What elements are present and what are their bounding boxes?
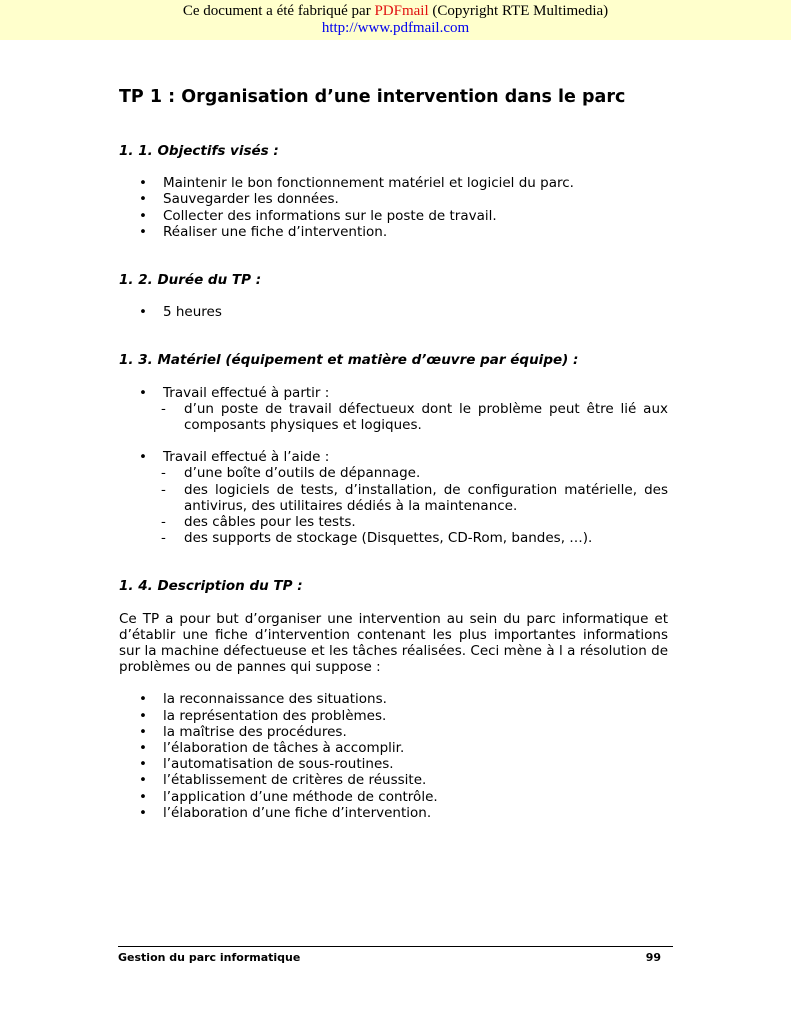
bullet-icon: • <box>139 772 147 789</box>
duree-list <box>119 304 668 320</box>
list-item: • la représentation des problèmes. <box>139 707 387 724</box>
dash-icon: - <box>161 481 166 498</box>
banner-url-link[interactable]: http://www.pdfmail.com <box>321 20 470 36</box>
dash-icon: - <box>161 530 166 547</box>
banner-prefix: Ce document a été fabriqué par <box>182 3 375 19</box>
footer-title: Gestion du parc informatique <box>118 951 301 964</box>
list-item: • 5 heures <box>139 304 222 321</box>
list-item: • Travail effectué à l’aide : <box>139 449 330 466</box>
bullet-icon: • <box>139 384 147 401</box>
bullet-icon: • <box>139 804 147 821</box>
pdf-banner <box>0 0 791 40</box>
materiel-group-2-sublist <box>119 465 668 546</box>
section-heading-description: 1. 4. Description du TP : <box>119 578 303 595</box>
bullet-icon: • <box>139 691 147 708</box>
materiel-group-1-sublist <box>119 401 668 433</box>
section-heading-materiel: 1. 3. Matériel (équipement et matière d’œuvre par équipe) : <box>119 352 579 369</box>
list-item: • l’élaboration d’une fiche d’intervention. <box>139 804 432 821</box>
list-item: • l’automatisation de sous-routines. <box>139 756 394 773</box>
bullet-icon: • <box>139 449 147 466</box>
list-item: • Sauvegarder les données. <box>139 191 339 208</box>
list-item: • la maîtrise des procédures. <box>139 723 347 740</box>
bullet-icon: • <box>139 191 147 208</box>
list-item: • Travail effectué à partir : <box>139 384 330 401</box>
page-number: 99 <box>645 951 661 964</box>
sublist-item: - des câbles pour les tests. <box>161 514 356 531</box>
list-item: • Maintenir le bon fonctionnement matériel et logiciel du parc. <box>139 175 574 192</box>
bullet-icon: • <box>139 304 147 321</box>
list-item: • Collecter des informations sur le poste de travail. <box>139 207 497 224</box>
banner-brand: PDFmail <box>374 3 429 19</box>
sublist-item: - d’un poste de travail défectueux dont le problème peut être lié aux composants physiques et logiques. <box>161 400 668 434</box>
dash-icon: - <box>161 514 166 531</box>
banner-suffix: (Copyright RTE Multimedia) <box>428 3 609 19</box>
document-page <box>119 85 668 821</box>
sublist-item: - des supports de stockage (Disquettes, CD-Rom, bandes, …). <box>161 530 593 547</box>
description-list <box>119 691 668 821</box>
bullet-icon: • <box>139 788 147 805</box>
page-footer <box>118 946 673 964</box>
section-heading-objectifs: 1. 1. Objectifs visés : <box>119 143 279 159</box>
list-item: • l’élaboration de tâches à accomplir. <box>139 740 405 757</box>
section-heading-duree: 1. 2. Durée du TP : <box>119 272 262 289</box>
sublist-item: - d’une boîte d’outils de dépannage. <box>161 465 421 482</box>
page-title: TP 1 : Organisation d’une intervention dans le parc <box>119 87 626 107</box>
bullet-icon: • <box>139 207 147 224</box>
list-item: • Réaliser une fiche d’intervention. <box>139 223 388 240</box>
bullet-icon: • <box>139 723 147 740</box>
bullet-icon: • <box>139 756 147 773</box>
bullet-icon: • <box>139 175 147 192</box>
list-item: • l’établissement de critères de réussite. <box>139 772 427 789</box>
list-item: • la reconnaissance des situations. <box>139 691 387 708</box>
materiel-group-2 <box>119 449 668 465</box>
dash-icon: - <box>161 400 166 417</box>
description-paragraph: Ce TP a pour but d’organiser une intervention au sein du parc informatique et d’établir une fiche d’intervention contenant les plus importantes informations sur la machine défectueuse et les tâches réalisées. Ceci mène à l a résolution de problèmes ou de pannes qui suppose : <box>119 610 668 676</box>
materiel-group-1 <box>119 385 668 401</box>
sublist-item: - des logiciels de tests, d’installation, de configuration matérielle, des antivirus, des utilitaires dédiés à la maintenance. <box>161 481 668 514</box>
list-item: • l’application d’une méthode de contrôle. <box>139 788 438 805</box>
bullet-icon: • <box>139 223 147 240</box>
bullet-icon: • <box>139 740 147 757</box>
bullet-icon: • <box>139 707 147 724</box>
dash-icon: - <box>161 465 166 482</box>
objectifs-list <box>119 175 668 240</box>
